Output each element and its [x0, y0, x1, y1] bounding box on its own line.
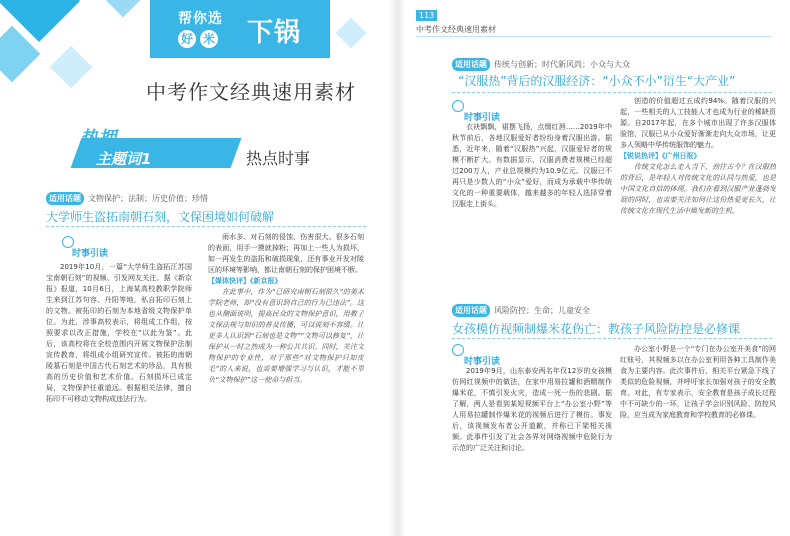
- section-top-word: 热押: [80, 128, 116, 149]
- sub-label: 时事引读: [72, 249, 109, 259]
- media-label: 【锐说热评】: [620, 152, 662, 160]
- media-name: 《广州日报》: [662, 152, 701, 160]
- article-column: [452, 122, 612, 260]
- article-text: 雨水多、对石刻的侵蚀、伤害很大。很多石刻的表面，用手一摸就掉粉；再加上一些人为损坏，如一再发生的盗拓和破损现象，还有事业开发对陵区的环境等影响，都让南朝石刻的保护困境不断。: [208, 233, 364, 274]
- slogan-char: 米: [200, 30, 218, 48]
- diamond-decoration: [50, 46, 92, 88]
- article-column: [208, 232, 364, 492]
- page-number: 113: [416, 10, 437, 21]
- section-main: 主题词1: [96, 150, 152, 168]
- topic-line: [46, 192, 208, 205]
- book-title: 中考作文经典速用素材: [146, 80, 356, 104]
- slogan-big: 下锅: [247, 18, 302, 48]
- topic-tag: 适用话题: [452, 58, 490, 71]
- article-headline: “汉服热”背后的汉服经济：“小众不小”衍生“大产业”: [458, 74, 736, 88]
- article-column: [620, 96, 776, 270]
- section-name: 热点时事: [246, 149, 311, 168]
- running-title: 中考作文经典速用素材: [416, 25, 496, 34]
- media-review-line: [208, 276, 364, 287]
- article-text: 2019年9月，山东泰安两名年仅12岁的女孩模仿网红视频中的做法，在家中用易拉罐和酒精制作爆米花，不慎引发火灾，造成一死一伤的悲剧。据了解，两人是看到某短视频平台上“办公室小野”等人用易拉罐制作爆米花的视频后进行了模仿。事发后，该视频发布者公开道歉，并称已下架相关视频。此事件引发了社会各界对网络视频中危险行为示范的广泛关注和讨论。: [452, 367, 612, 452]
- article-text: 衣袂飘飘，裙摆飞扬，点缀红唇……2019年中秋节前后，各地汉服爱好者纷纷身着汉服出游。据悉，近年来，随着“汉服热”兴起，汉服爱好者的规模不断扩大。有数据显示，汉服消费者规模已经超过200万人，产业总规模约为10.9亿元。汉服已不再只是少数人的“小众”爱好，而成为承载中华传统文化的一种重要载体，越来越多的年轻人选择穿着汉服走上街头。: [452, 123, 612, 208]
- article-text: 办公室小野是一个“专门在办公室开美食”的网红账号，其视频多以在办公室利用各种工具制作美食为主要内容。此次事件后，相关平台紧急下线了类似的危险视频，并呼吁家长加强对孩子的安全教育。对此，有专家表示，安全教育是孩子成长过程中不可缺少的一环，让孩子学会识别风险、防控风险，应当成为家庭教育和学校教育的必修课。: [620, 345, 776, 419]
- article-column: [46, 262, 192, 484]
- divider: [452, 338, 772, 339]
- topic-tag: 适用话题: [46, 192, 84, 205]
- media-text: 在此事中，作为“已研究南朝石刻很久”的美术学院老师，却“没有意识到自己的行为已违法”。这也从侧面说明，提高民众的文物保护意识，用教子文保法规与知识的普及传播，可以说刻不容缓。让更多人认识到“石刻也是文物”“文物可以修复”，让保护从一时之热成为一种公共共识。同时，关注文物保护的专业性，对于那些“对文物保护只知皮毛”的人来说，也需要增强学习与认识，才能不辜负“文物保护”这一使命与担当。: [208, 288, 364, 384]
- diamond-decoration: [105, 0, 142, 17]
- right-page: [406, 0, 790, 536]
- article-text: 创造的价值超过五成约94%。随着汉服的兴起，一些相关的人工技能人才也成为行业的稀缺资源。自2017年起，在多个城市出现了许多汉服体验馆，汉服已从小众爱好渐渐走向大众市场，让更多人领略中华传统服饰的魅力。: [620, 97, 776, 149]
- article-headline: 大学师生盗拓南朝石刻，文保困境如何破解: [46, 210, 275, 224]
- left-page: [0, 0, 389, 536]
- topic-tag: 适用话题: [452, 304, 490, 317]
- sub-label: 时事引读: [464, 113, 501, 123]
- header-rule: [416, 36, 772, 37]
- topic-line: [452, 304, 590, 317]
- topic-list: 风险防控；生命；儿童安全: [494, 306, 590, 315]
- book-gutter: [389, 0, 406, 536]
- divider: [46, 226, 366, 227]
- media-name: 《新京报》: [250, 277, 282, 285]
- topic-list: 文物保护；法制；历史价值；珍惜: [88, 194, 208, 203]
- article-headline: 女孩模仿视频制爆米花伤亡：教孩子风险防控是必修课: [452, 322, 741, 336]
- topic-line: [452, 58, 630, 71]
- topic-list: 传统与创新；时代新风尚；小众与大众: [494, 60, 630, 69]
- media-label: 【媒体快评】: [208, 277, 250, 285]
- divider: [452, 92, 772, 93]
- banner-box: [150, 0, 330, 58]
- slogan-char: 好: [178, 30, 196, 48]
- clock-icon: [452, 344, 464, 356]
- article-column: [452, 366, 612, 516]
- sub-label: 时事引读: [464, 357, 501, 367]
- section-heading: [76, 128, 366, 176]
- article-text: 2019年10月，一篇“大学师生盗拓江苏国宝南朝石刻”的视频、引发网友关注。据《新京报》报道，10月6日，上海某高校教职学院师生来到江苏句容、丹阳等地，私自拓印石刻上的文物。被拓印的石刻为本地省级文物保护单位。为此，涉事高校表示，将组成工作组，按照要求以改正措施，学校在“以此为鉴”。此后，该高校将在全校范围内开展文物保护法制宣传教育，将组成小组研究宣传。被拓的南朝陵墓石刻是中国古代石刻艺术的珍品，具有极高的历史价值和艺术价值。石刻损坏已成定局，文物保护任重道远。根据相关法律，擅自拓印不可移动文物构成违法行为。: [46, 263, 192, 403]
- clock-icon: [452, 100, 464, 112]
- article-column: [620, 344, 776, 516]
- banner: [0, 0, 389, 120]
- diamond-decoration: [335, 17, 366, 48]
- media-review-line: [620, 151, 776, 162]
- media-text: 传统文化怎么走入当下，劲往古今？在汉服热的背后，是年轻人对传统文化的认同与热爱，也是中国文化自信的体现。我们在看到汉服产业蓬勃发展的同时，也需要关注如何让这份热爱更长久，让传统文化在现代生活中焕发新的生机。: [620, 163, 776, 215]
- slogan-line1: 帮你选: [178, 11, 223, 27]
